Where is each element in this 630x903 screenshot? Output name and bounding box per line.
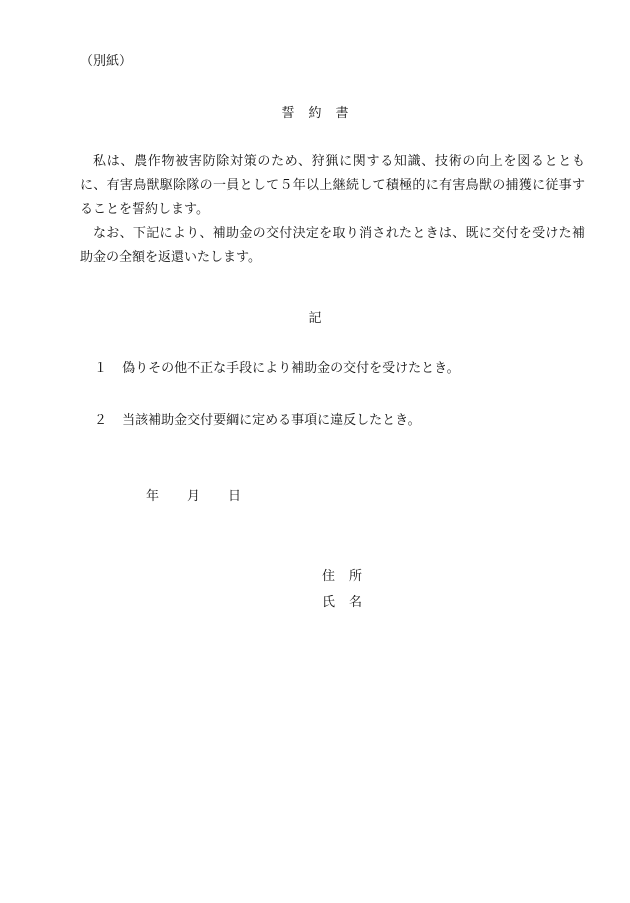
address-label: 住所 <box>322 569 377 584</box>
attachment-label: （別紙） <box>80 54 133 69</box>
date-year-label: 年 <box>146 489 160 504</box>
list-item-text: 当該補助金交付要綱に定める事項に違反したとき。 <box>122 413 421 428</box>
signature-block <box>322 564 376 616</box>
list-item <box>94 411 421 432</box>
body-paragraph-2: なお、下記により、補助金の交付決定を取り消されたときは、既に交付を受けた補助金の全額を返還いたします。 <box>80 226 585 265</box>
date-day-label: 日 <box>228 489 242 504</box>
name-label: 氏名 <box>322 595 377 610</box>
date-line <box>146 487 241 508</box>
date-month-label: 月 <box>187 489 201 504</box>
list-item-text: 偽りその他不正な手段により補助金の交付を受けたとき。 <box>122 361 460 376</box>
document-body <box>80 150 585 270</box>
list-item-number: １ <box>94 361 108 376</box>
body-paragraph-1: 私は、農作物被害防除対策のため、狩猟に関する知識、技術の向上を図るとともに、有害鳥獣駆除隊の一員として５年以上継続して積極的に有害鳥獣の捕獲に従事することを誓約します。 <box>80 154 585 217</box>
document-title: 誓約書 <box>281 106 363 121</box>
ki-heading: 記 <box>308 311 322 326</box>
list-item-number: ２ <box>94 413 108 428</box>
list-item <box>94 359 460 380</box>
